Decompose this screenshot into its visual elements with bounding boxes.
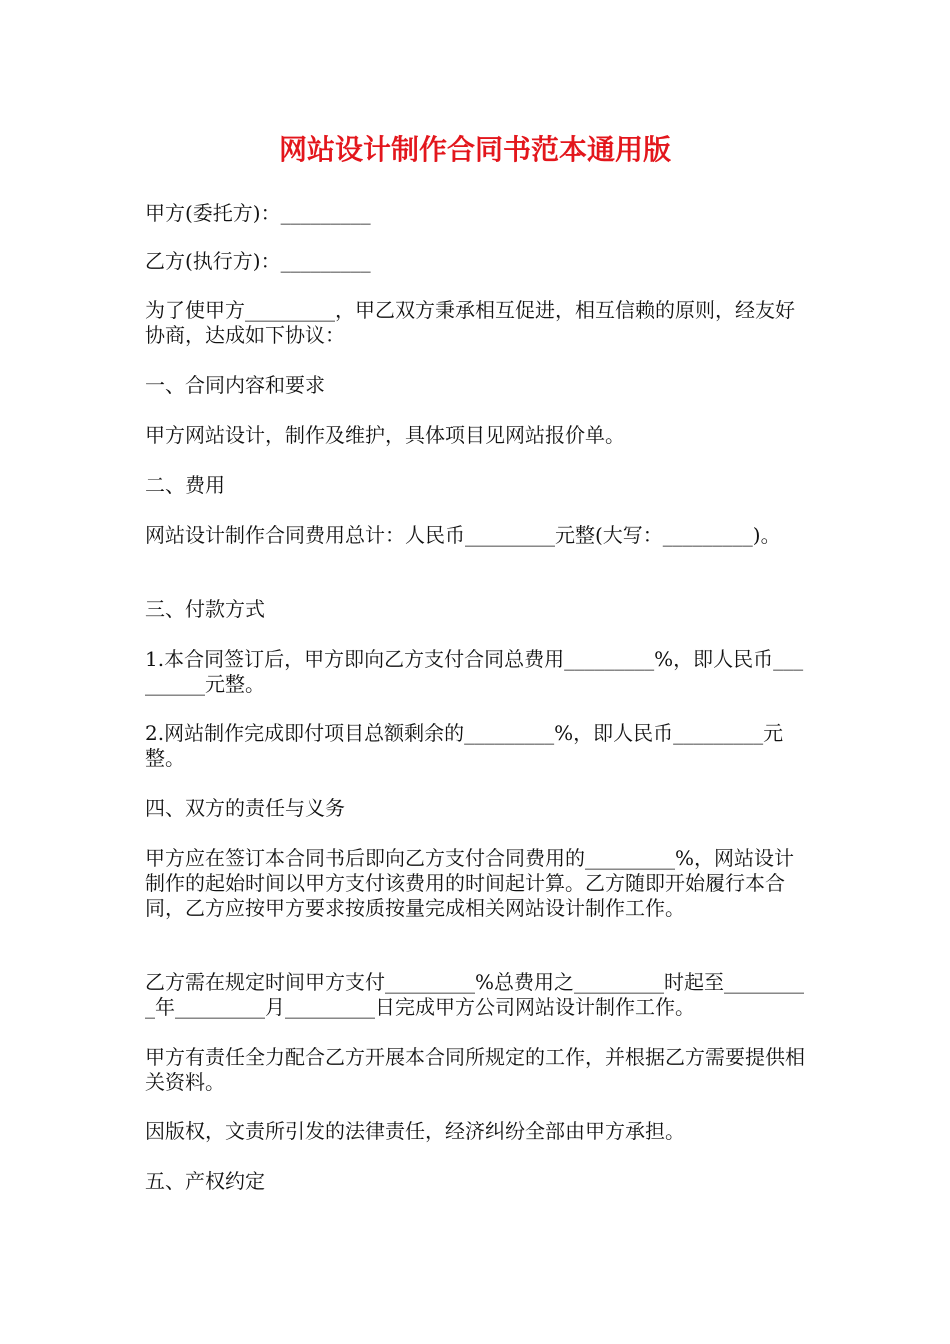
section-4-paragraph-3: 甲方有责任全力配合乙方开展本合同所规定的工作，并根据乙方需要提供相关资料。 [145,1045,805,1094]
section-1-paragraph: 甲方网站设计，制作及维护，具体项目见网站报价单。 [145,423,625,447]
section-4-paragraph-2: 乙方需在规定时间甲方支付_________%总费用之_________时起至_________年_________月_________日完成甲方公司网站设计制作工作。 [145,970,805,1019]
payment-item-1: 1.本合同签订后，甲方即向乙方支付合同总费用_________%，即人民币_________元整。 [145,647,804,696]
party-b-line: 乙方(执行方)：_________ [145,249,371,273]
preamble-paragraph: 为了使甲方_________，甲乙双方秉承相互促进，相互信赖的原则，经友好协商，达成如下协议： [145,298,795,347]
section-2-paragraph: 网站设计制作合同费用总计：人民币_________元整(大写：_________)。 [145,523,781,547]
section-heading-1: 一、合同内容和要求 [145,373,325,397]
section-heading-3: 三、付款方式 [145,597,265,621]
section-heading-4: 四、双方的责任与义务 [145,796,345,820]
section-heading-5: 五、产权约定 [145,1169,265,1193]
section-4-paragraph-1: 甲方应在签订本合同书后即向乙方支付合同费用的_________%，网站设计制作的起始时间以甲方支付该费用的时间起计算。乙方随即开始履行本合同，乙方应按甲方要求按质按量完成相关网站设计制作工作。 [145,846,795,920]
payment-item-2: 2.网站制作完成即付项目总额剩余的_________%，即人民币_________元整。 [145,721,784,770]
section-heading-2: 二、费用 [145,473,225,497]
section-4-paragraph-4: 因版权，文责所引发的法律责任，经济纠纷全部由甲方承担。 [145,1119,685,1143]
document-title: 网站设计制作合同书范本通用版 [278,133,671,166]
party-a-line: 甲方(委托方)：_________ [145,201,371,225]
